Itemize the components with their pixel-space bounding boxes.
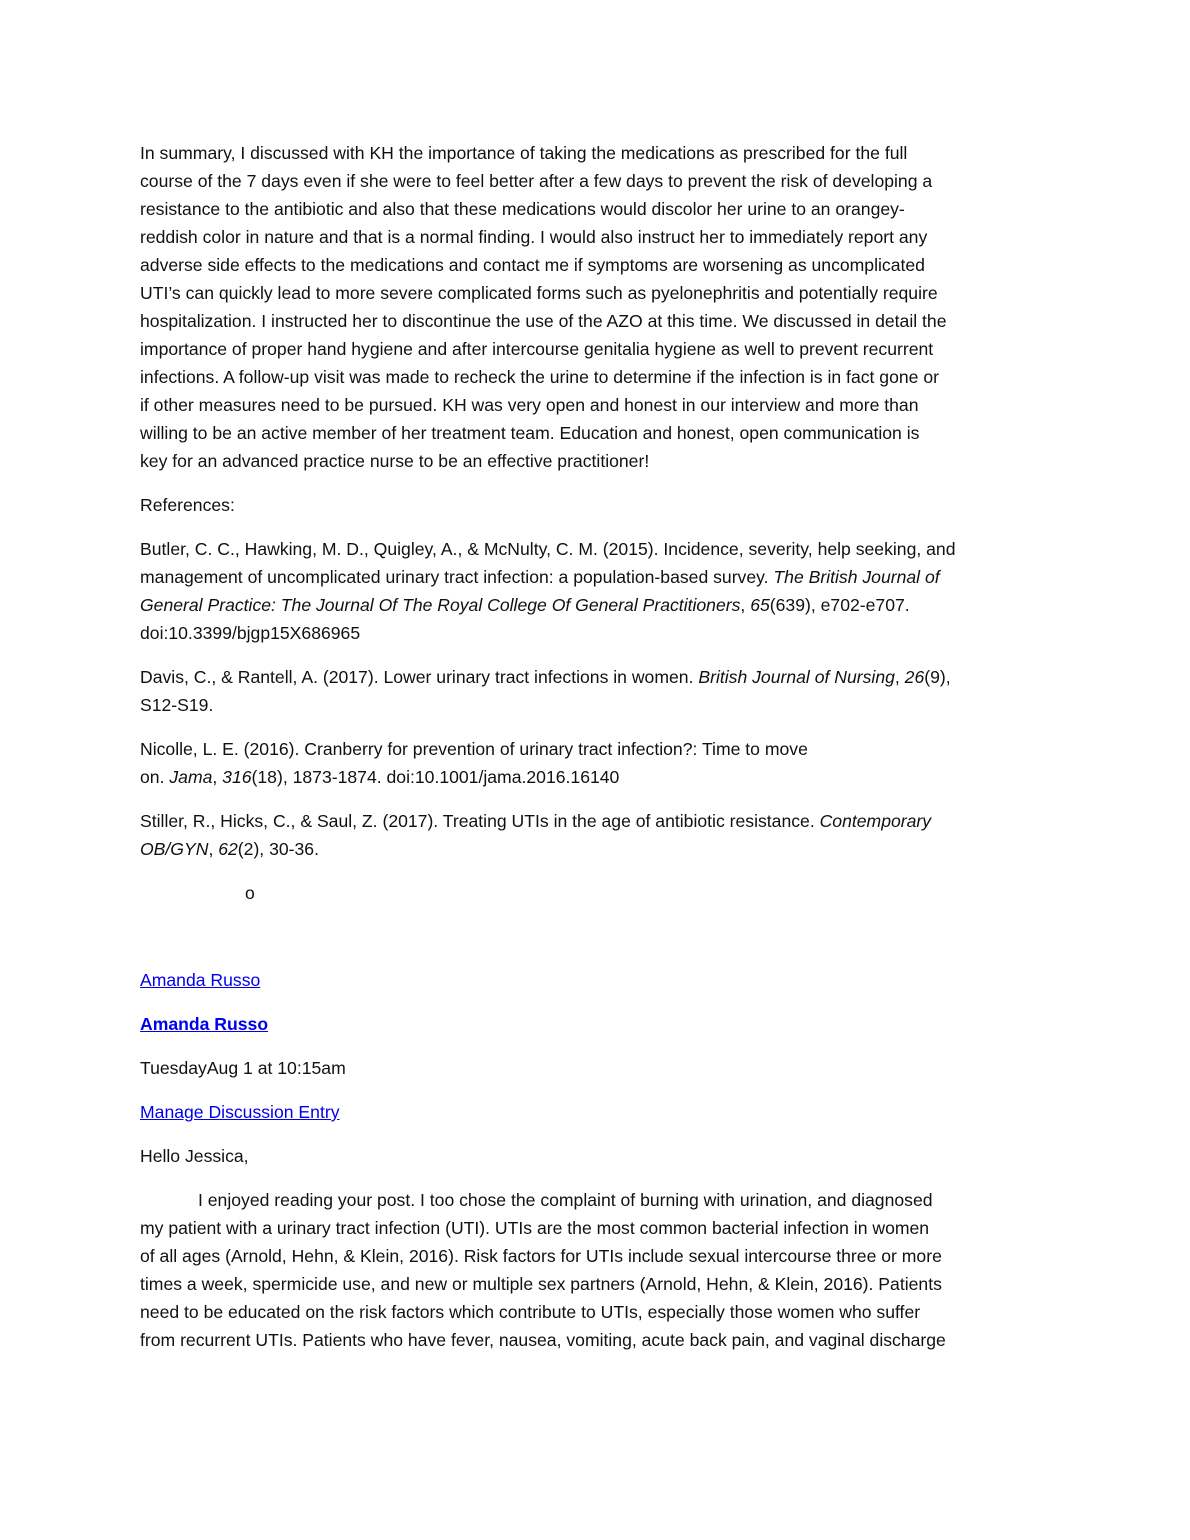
timestamp: TuesdayAug 1 at 10:15am [140, 1058, 346, 1078]
text-line: In summary, I discussed with KH the importance of taking the medications as prescribed for the full [140, 143, 908, 163]
text-line: infections. A follow-up visit was made to recheck the urine to determine if the infection is in fact gone or [140, 367, 939, 387]
journal-title: Contemporary [819, 811, 932, 831]
text-line: Nicolle, L. E. (2016). Cranberry for prevention of urinary tract infection?: Time to move [140, 739, 808, 759]
journal-title: The British Journal of [773, 567, 940, 587]
text: (2), 30-36. [237, 839, 319, 859]
reference-nicolle [140, 735, 1060, 791]
text: (18), 1873-1874. doi:10.1001/jama.2016.16140 [251, 767, 620, 787]
reference-stiller [140, 807, 1060, 863]
volume: 62 [218, 839, 238, 859]
text-line: course of the 7 days even if she were to feel better after a few days to prevent the risk of developing a [140, 171, 933, 191]
summary-paragraph [140, 139, 1060, 475]
text-line: my patient with a urinary tract infection (UTI). UTIs are the most common bacterial infection in women [140, 1218, 930, 1238]
text-line: willing to be an active member of her treatment team. Education and honest, open communication is [140, 423, 920, 443]
volume: 316 [222, 767, 252, 787]
journal-title: British Journal of Nursing [698, 667, 895, 687]
text-line: doi:10.3399/bjgp15X686965 [140, 623, 361, 643]
text: Davis, C., & Rantell, A. (2017). Lower urinary tract infections in women. [140, 667, 699, 687]
text: (639), e702-e707. [769, 595, 910, 615]
text-line [140, 663, 1060, 691]
text-line [140, 563, 1060, 591]
text-line: importance of proper hand hygiene and after intercourse genitalia hygiene as well to prevent recurrent [140, 339, 934, 359]
text-line: need to be educated on the risk factors which contribute to UTIs, especially those women who suffer [140, 1302, 921, 1322]
text-line [140, 763, 1060, 791]
text-line: of all ages (Arnold, Hehn, & Klein, 2016). Risk factors for UTIs include sexual intercourse three or more [140, 1246, 942, 1266]
text: , [740, 595, 751, 615]
text-line [140, 807, 1060, 835]
text-line [140, 835, 1060, 863]
text: management of uncomplicated urinary tract infection: a population-based survey. [140, 567, 774, 587]
text-line: reddish color in nature and that is a normal finding. I would also instruct her to immediately report any [140, 227, 928, 247]
text: on. [140, 767, 170, 787]
manage-discussion-entry-link[interactable]: Manage Discussion Entry [140, 1102, 340, 1122]
volume: 26 [904, 667, 925, 687]
text: , [208, 839, 219, 859]
text: (9), [924, 667, 951, 687]
text-line: adverse side effects to the medications and contact me if symptoms are worsening as uncomplicated [140, 255, 925, 275]
text-line: if other measures need to be pursued. KH was very open and honest in our interview and more than [140, 395, 919, 415]
journal-title: OB/GYN [140, 839, 209, 859]
text: , [894, 667, 905, 687]
text-line: key for an advanced practice nurse to be an effective practitioner! [140, 451, 650, 471]
text-line [140, 591, 1060, 619]
text-line: from recurrent UTIs. Patients who have fever, nausea, vomiting, acute back pain, and vaginal discharge [140, 1330, 946, 1350]
reference-davis [140, 663, 1060, 719]
text-line: S12-S19. [140, 695, 214, 715]
journal-title: General Practice: The Journal Of The Royal College Of General Practitioners [140, 595, 741, 615]
document-page [140, 139, 1060, 1370]
text: , [212, 767, 223, 787]
greeting: Hello Jessica, [140, 1146, 249, 1166]
author-link[interactable]: Amanda Russo [140, 970, 261, 990]
volume: 65 [750, 595, 770, 615]
text-line: resistance to the antibiotic and also that these medications would discolor her urine to an orangey- [140, 199, 905, 219]
reference-butler [140, 535, 1060, 647]
spacer [140, 923, 1060, 966]
text-line: Butler, C. C., Hawking, M. D., Quigley, A., & McNulty, C. M. (2015). Incidence, severity, help seeking, and [140, 539, 956, 559]
text: Stiller, R., Hicks, C., & Saul, Z. (2017). Treating UTIs in the age of antibiotic resistance. [140, 811, 820, 831]
text-line: I enjoyed reading your post. I too chose the complaint of burning with urination, and diagnosed [198, 1190, 933, 1210]
journal-title: Jama [169, 767, 213, 787]
bullet-marker: o [245, 883, 255, 903]
text-line: hospitalization. I instructed her to discontinue the use of the AZO at this time. We discussed in detail the [140, 311, 947, 331]
author-bold-link[interactable]: Amanda Russo [140, 1014, 269, 1034]
text-line: UTI’s can quickly lead to more severe complicated forms such as pyelonephritis and potentially require [140, 283, 938, 303]
text-line: times a week, spermicide use, and new or multiple sex partners (Arnold, Hehn, & Klein, 2016). Patients [140, 1274, 942, 1294]
references-heading: References: [140, 495, 235, 515]
reply-paragraph [140, 1186, 1060, 1354]
